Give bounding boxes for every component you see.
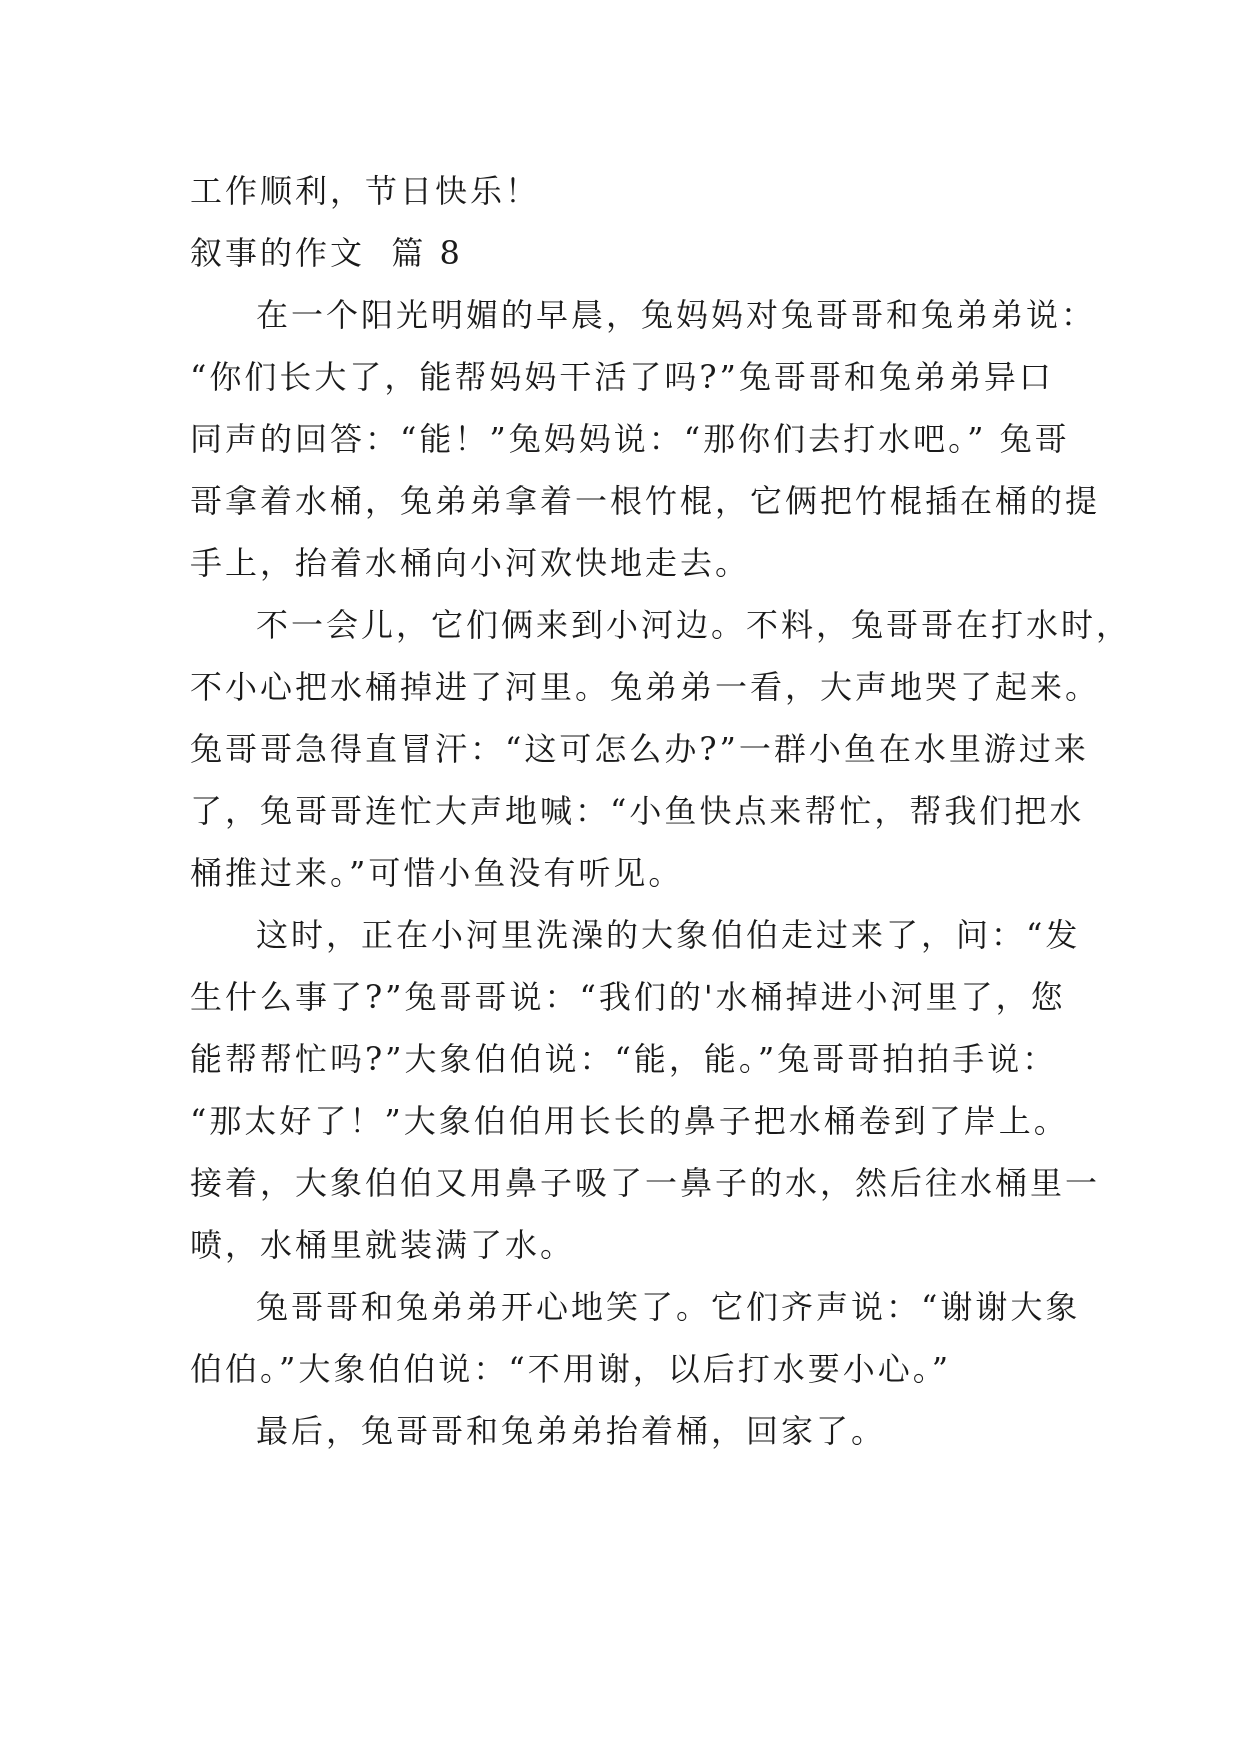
top-line: 工作顺利，节日快乐！ — [190, 172, 541, 210]
paragraph-line: 桶推过来。”可惜小鱼没有听见。 — [190, 854, 684, 892]
paragraph-line: 生什么事了?”兔哥哥说：“我们的'水桶掉进小河里了，您 — [190, 978, 1066, 1016]
paragraph-line: 不一会儿，它们俩来到小河边。不料，兔哥哥在打水时， — [256, 606, 1132, 644]
paragraph-line: 不小心把水桶掉进了河里。兔弟弟一看，大声地哭了起来。 — [190, 668, 1101, 706]
paragraph-3 — [190, 904, 1101, 1276]
paragraph-line: 哥拿着水桶，兔弟弟拿着一根竹棍，它俩把竹棍插在桶的提 — [190, 482, 1101, 520]
paragraph-line: “那太好了！”大象伯伯用长长的鼻子把水桶卷到了岸上。 — [190, 1102, 1069, 1140]
paragraph-line: 在一个阳光明媚的早晨，兔妈妈对兔哥哥和兔弟弟说： — [256, 296, 1097, 334]
essay-title: 叙事的作文 篇 8 — [190, 234, 463, 272]
paragraph-line: 能帮帮忙吗?”大象伯伯说：“能，能。”兔哥哥拍拍手说： — [190, 1040, 1058, 1078]
paragraph-2 — [190, 594, 1132, 904]
paragraph-5 — [190, 1400, 1070, 1462]
paragraph-1 — [190, 284, 1101, 594]
paragraph-line: 这时，正在小河里洗澡的大象伯伯走过来了，问：“发 — [256, 916, 1081, 954]
paragraph-line: 同声的回答：“能！”兔妈妈说：“那你们去打水吧。” 兔哥 — [190, 420, 1070, 458]
paragraph-line: 手上，抬着水桶向小河欢快地走去。 — [190, 544, 751, 582]
document-page — [190, 160, 1132, 1462]
paragraph-line: 喷，水桶里就装满了水。 — [190, 1226, 576, 1264]
paragraph-line: 兔哥哥急得直冒汗：“这可怎么办?”一群小鱼在水里游过来 — [190, 730, 1089, 768]
paragraph-line: 伯伯。”大象伯伯说：“不用谢，以后打水要小心。” — [190, 1350, 952, 1388]
paragraph-4 — [190, 1276, 1081, 1400]
paragraph-line: 兔哥哥和兔弟弟开心地笑了。它们齐声说：“谢谢大象 — [256, 1288, 1081, 1326]
paragraph-line: 了，兔哥哥连忙大声地喊：“小鱼快点来帮忙，帮我们把水 — [190, 792, 1085, 830]
paragraph-line: “你们长大了，能帮妈妈干活了吗?”兔哥哥和兔弟弟异口 — [190, 358, 1054, 396]
paragraph-line: 接着，大象伯伯又用鼻子吸了一鼻子的水，然后往水桶里一 — [190, 1164, 1101, 1202]
paragraph-line: 最后，兔哥哥和兔弟弟抬着桶，回家了。 — [256, 1412, 887, 1450]
